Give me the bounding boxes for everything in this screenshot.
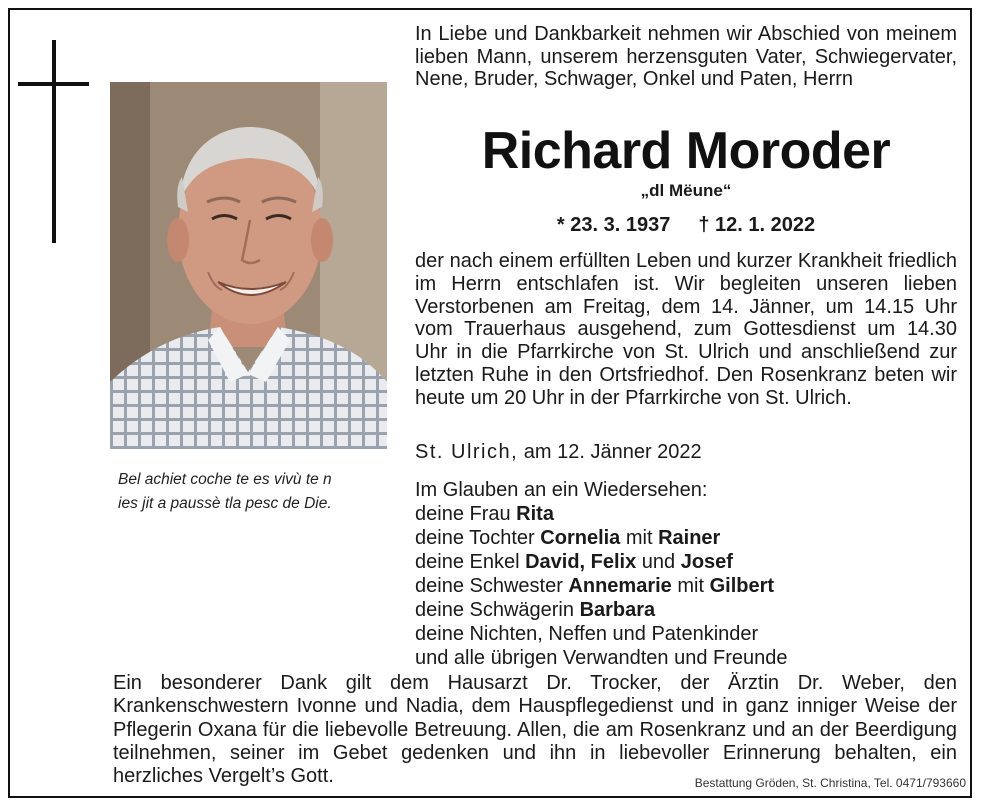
birth-date: * 23. 3. 1937 [556, 214, 671, 236]
place-date-text: am 12. Jänner 2022 [523, 441, 702, 463]
cross-icon [52, 40, 56, 243]
mourner-line: deine Schwägerin Barbara [415, 599, 656, 621]
intro-text: In Liebe und Dankbarkeit nehmen wir Abschied von meinem lieben Mann, unserem herzensguten Vater, Schwiegervater, Nene, Bruder, Schwager, Onkel und Paten, Herrn [415, 23, 957, 91]
mourners-heading: Im Glauben an ein Wiedersehen: [415, 479, 708, 501]
death-date: † 12. 1. 2022 [698, 214, 816, 236]
deceased-nickname: „dl Mëune“ [640, 181, 732, 200]
funeral-home-footer: Bestattung Gröden, St. Christina, Tel. 0471/793660 [694, 776, 966, 790]
mourners-list [415, 478, 957, 670]
mourner-line: deine Nichten, Neffen und Patenkinder [415, 623, 759, 645]
cross-icon-bar [18, 82, 89, 86]
life-dates [415, 212, 957, 238]
place-town: St. Ulrich, [415, 441, 519, 463]
photo-caption [118, 468, 388, 516]
mourner-line: und alle übrigen Verwandten und Freunde [415, 647, 788, 669]
mourner-line: deine Enkel David, Felix und Josef [415, 551, 733, 573]
photo-caption-line: ies jit a paussè tla pesc de Die. [118, 495, 332, 512]
portrait-photo [110, 82, 387, 449]
place-date [415, 439, 957, 465]
deceased-name: Richard Moroder [481, 122, 891, 180]
thanks-text: Ein besonderer Dank gilt dem Hausarzt Dr. Trocker, der Ärztin Dr. Weber, den Krankenschwestern Ivonne und Nadia, dem Hauspflegedienst und in ganz inniger Weise der Pflegerin Oxana für die liebevolle Betreuung. Allen, die am Rosenkranz und an der Beerdigung teilnehmen, seiner im Gebet gedenken und ihn in liebevoller Erinnerung behalten, ein herzliches Vergelt’s Gott. [113, 672, 957, 788]
mourner-line: deine Schwester Annemarie mit Gilbert [415, 575, 775, 597]
funeral-details: der nach einem erfüllten Leben und kurzer Krankheit friedlich im Herrn entschlafen ist. Wir begleiten unseren lieben Verstorbenen am Freitag, dem 14. Jänner, um 14.15 Uhr vom Trauerhaus ausgehend, zum Gottesdienst um 14.30 Uhr in die Pfarrkirche von St. Ulrich und anschließend zur letzten Ruhe in den Ortsfriedhof. Den Rosenkranz beten wir heute um 20 Uhr in der Pfarrkirche von St. Ulrich. [415, 250, 957, 409]
mourner-line: deine Frau Rita [415, 503, 554, 525]
mourner-line: deine Tochter Cornelia mit Rainer [415, 527, 721, 549]
photo-caption-line: Bel achiet coche te es vivù te n [118, 471, 332, 488]
